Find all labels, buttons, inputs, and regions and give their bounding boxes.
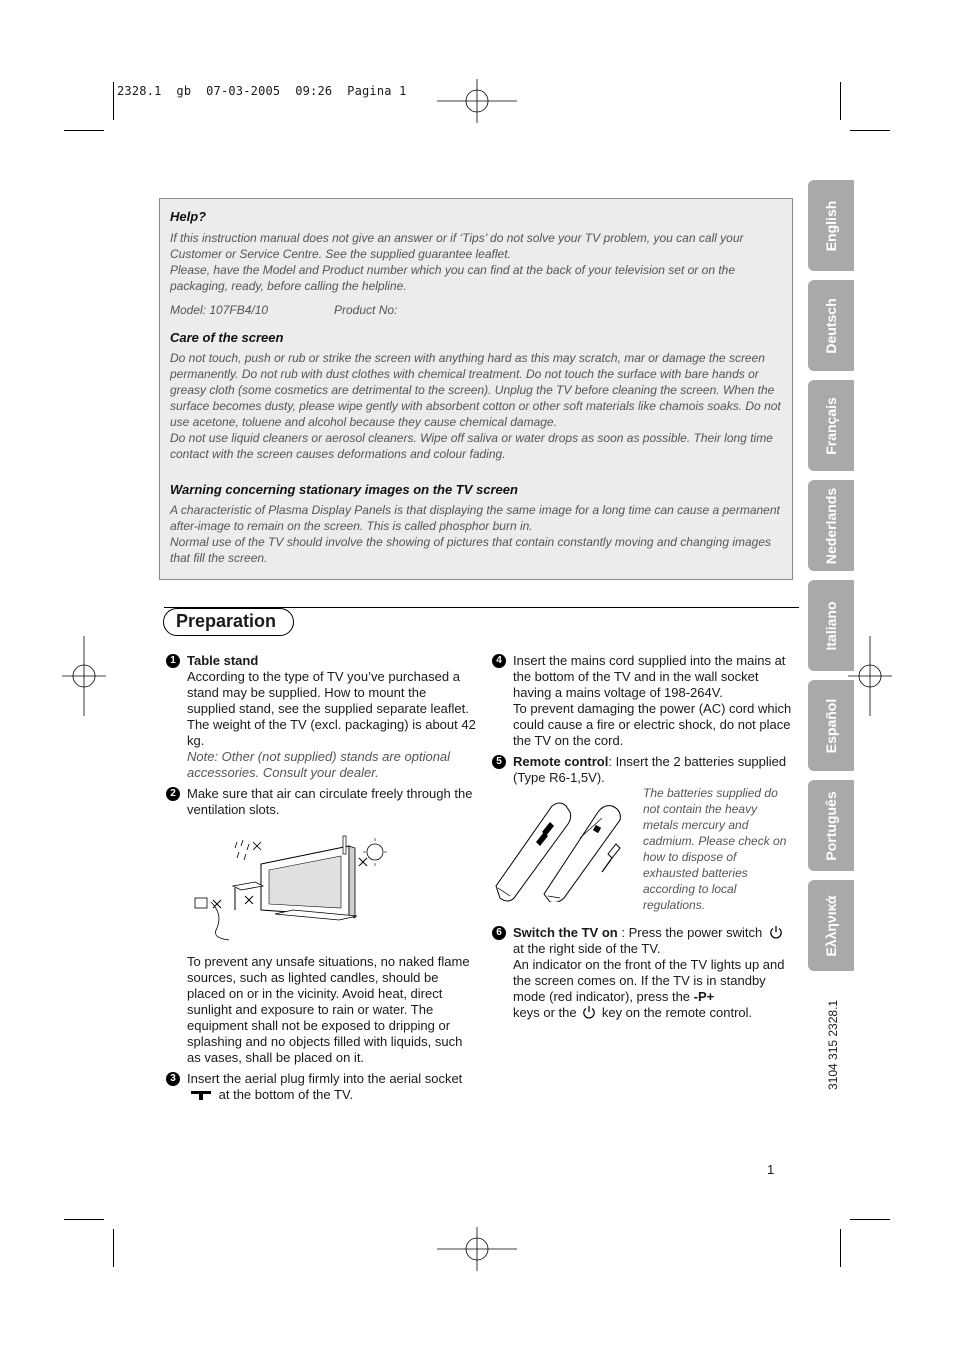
step-note: Note: Other (not supplied) stands are optional accessories. Consult your dealer. (187, 749, 451, 780)
product-number: Product No: (334, 303, 398, 317)
crop-mark (113, 82, 114, 120)
page-number: 1 (767, 1162, 775, 1177)
tab-label: Italiano (823, 600, 839, 651)
warning-heading: Warning concerning stationary images on the TV screen (170, 482, 518, 497)
tab-label: Nederlands (823, 487, 839, 564)
crop-mark (64, 130, 104, 131)
help-paragraph: If this instruction manual does not give an answer or if ‘Tips’ do not solve your TV problem, you can call your Customer or Service Centre. See the supplied guarantee leaflet. (170, 231, 744, 261)
step-text: keys or the (513, 1005, 577, 1020)
remote-control-illustration (490, 798, 640, 902)
tab-label: Deutsch (823, 297, 839, 354)
power-icon (769, 925, 783, 939)
step-4 (492, 653, 798, 749)
tab-greek[interactable] (808, 880, 854, 971)
model-line (170, 302, 782, 318)
tab-label: Español (823, 698, 839, 753)
step-number: 5 (492, 755, 506, 769)
tab-francais[interactable] (808, 380, 854, 471)
warning-paragraph: A characteristic of Plasma Display Panels is that displaying the same image for a long time can cause a permanent after-image to remain on the screen. This is called phosphor burn in. (170, 503, 780, 533)
tab-italiano[interactable] (808, 580, 854, 671)
tab-label: Ελληνικά (823, 894, 839, 957)
crop-mark (850, 1219, 890, 1220)
step-number: 2 (166, 787, 180, 801)
care-paragraph: Do not use liquid cleaners or aerosol cleaners. Wipe off saliva or water drops as soon as possible. Their long time contact with the screen causes deformations and colour fading. (170, 431, 773, 461)
step-text: Insert the aerial plug firmly into the aerial socket (187, 1071, 463, 1086)
safety-text: To prevent any unsafe situations, no naked flame sources, such as lighted candles, should be placed on or in the vicinity. Avoid heat, direct sunlight and exposure to rain or water. The equipment shall not be exposed to dripping or splashing and no objects filled with liquids, such as vases, shall be placed on it. (187, 954, 470, 1065)
step-title: Switch the TV on (513, 925, 618, 940)
step-6 (492, 925, 798, 1021)
step-text: To prevent damaging the power (AC) cord which could cause a fire or electric shock, do not place the TV on the cord. (513, 701, 792, 748)
care-heading: Care of the screen (170, 330, 284, 345)
step-text: key on the remote control. (601, 1005, 753, 1020)
step-number: 6 (492, 926, 506, 940)
step-title: Remote control (513, 754, 609, 769)
step-number: 3 (166, 1072, 180, 1086)
crop-mark (64, 1219, 104, 1220)
tab-nederlands[interactable] (808, 480, 854, 571)
step-text: : Insert the 2 batteries supplied (Type R6-1,5V). (513, 754, 787, 785)
care-paragraph: Do not touch, push or rub or strike the screen with anything hard as this may scratch, mar or damage the screen permanently. Do not rub with dust clothes with chemical treatment. Do not touch the surface with bare hands or greasy cloth (some cosmetics are detrimental to the screen). Unplug the TV before cleaning the screen. When the surface becomes dusty, please wipe gently with absorbent cotton or other soft materials like chamois soaks. Do not use acetone, toluene and alcohol because they cause chemical damage. (170, 351, 781, 429)
tab-english[interactable] (808, 180, 854, 271)
battery-note: The batteries supplied do not contain the heavy metals mercury and cadmium. Please check on how to dispose of exhausted batteries according to local regulations. (643, 786, 787, 912)
document-number: 3104 315 2328.1 (826, 999, 840, 1090)
step-1 (166, 653, 476, 781)
step-text: : Press the power switch (617, 925, 763, 940)
tab-label: Português (823, 790, 839, 861)
step-2 (166, 786, 476, 1066)
registration-mark-left (62, 636, 106, 716)
warning-paragraph: Normal use of the TV should involve the showing of pictures that contain constantly moving and changing images that fill the screen. (170, 535, 772, 565)
aerial-socket-icon (190, 1090, 212, 1100)
step-text: at the right side of the TV. (513, 941, 661, 956)
crop-mark (840, 82, 841, 120)
help-paragraph: Please, have the Model and Product number which you can find at the back of your television set or on the packaging, ready, before calling the helpline. (170, 263, 736, 293)
model-number: Model: 107FB4/10 (170, 303, 269, 317)
crop-mark (840, 1229, 841, 1267)
registration-mark-bottom (437, 1227, 517, 1271)
tab-deutsch[interactable] (808, 280, 854, 371)
help-heading: Help? (170, 209, 207, 224)
power-icon (582, 1005, 596, 1019)
registration-mark-top (437, 79, 517, 123)
language-tabs (808, 180, 855, 980)
ventilation-illustration (189, 830, 389, 948)
help-box (159, 198, 793, 580)
step-number: 4 (492, 654, 506, 668)
step-text: Make sure that air can circulate freely through the ventilation slots. (187, 786, 473, 817)
step-number: 1 (166, 654, 180, 668)
step-title: Table stand (187, 653, 259, 668)
step-text: An indicator on the front of the TV lights up and the screen comes on. If the TV is in standby mode (red indicator), press the (513, 957, 785, 1004)
step-3 (166, 1071, 476, 1103)
tab-label: Français (823, 396, 839, 455)
tab-portugues[interactable] (808, 780, 854, 871)
step-text: Insert the mains cord supplied into the mains at the bottom of the TV and in the wall socket having a mains voltage of 198-264V. (513, 653, 786, 700)
step-text: at the bottom of the TV. (218, 1087, 354, 1102)
print-slug: 2328.1 gb 07-03-2005 09:26 Pagina 1 (117, 84, 407, 98)
crop-mark (113, 1229, 114, 1267)
section-title: Preparation (176, 611, 277, 631)
left-column (166, 653, 476, 1108)
tab-label: English (823, 200, 839, 251)
tab-espanol[interactable] (808, 680, 854, 771)
step-text: According to the type of TV you’ve purchased a stand may be supplied. How to mount the supplied stand, see the supplied separate leaflet. The weight of the TV (excl. packaging) is about 42 kg. (187, 669, 476, 748)
key-label: -P+ (693, 989, 715, 1004)
crop-mark (850, 130, 890, 131)
